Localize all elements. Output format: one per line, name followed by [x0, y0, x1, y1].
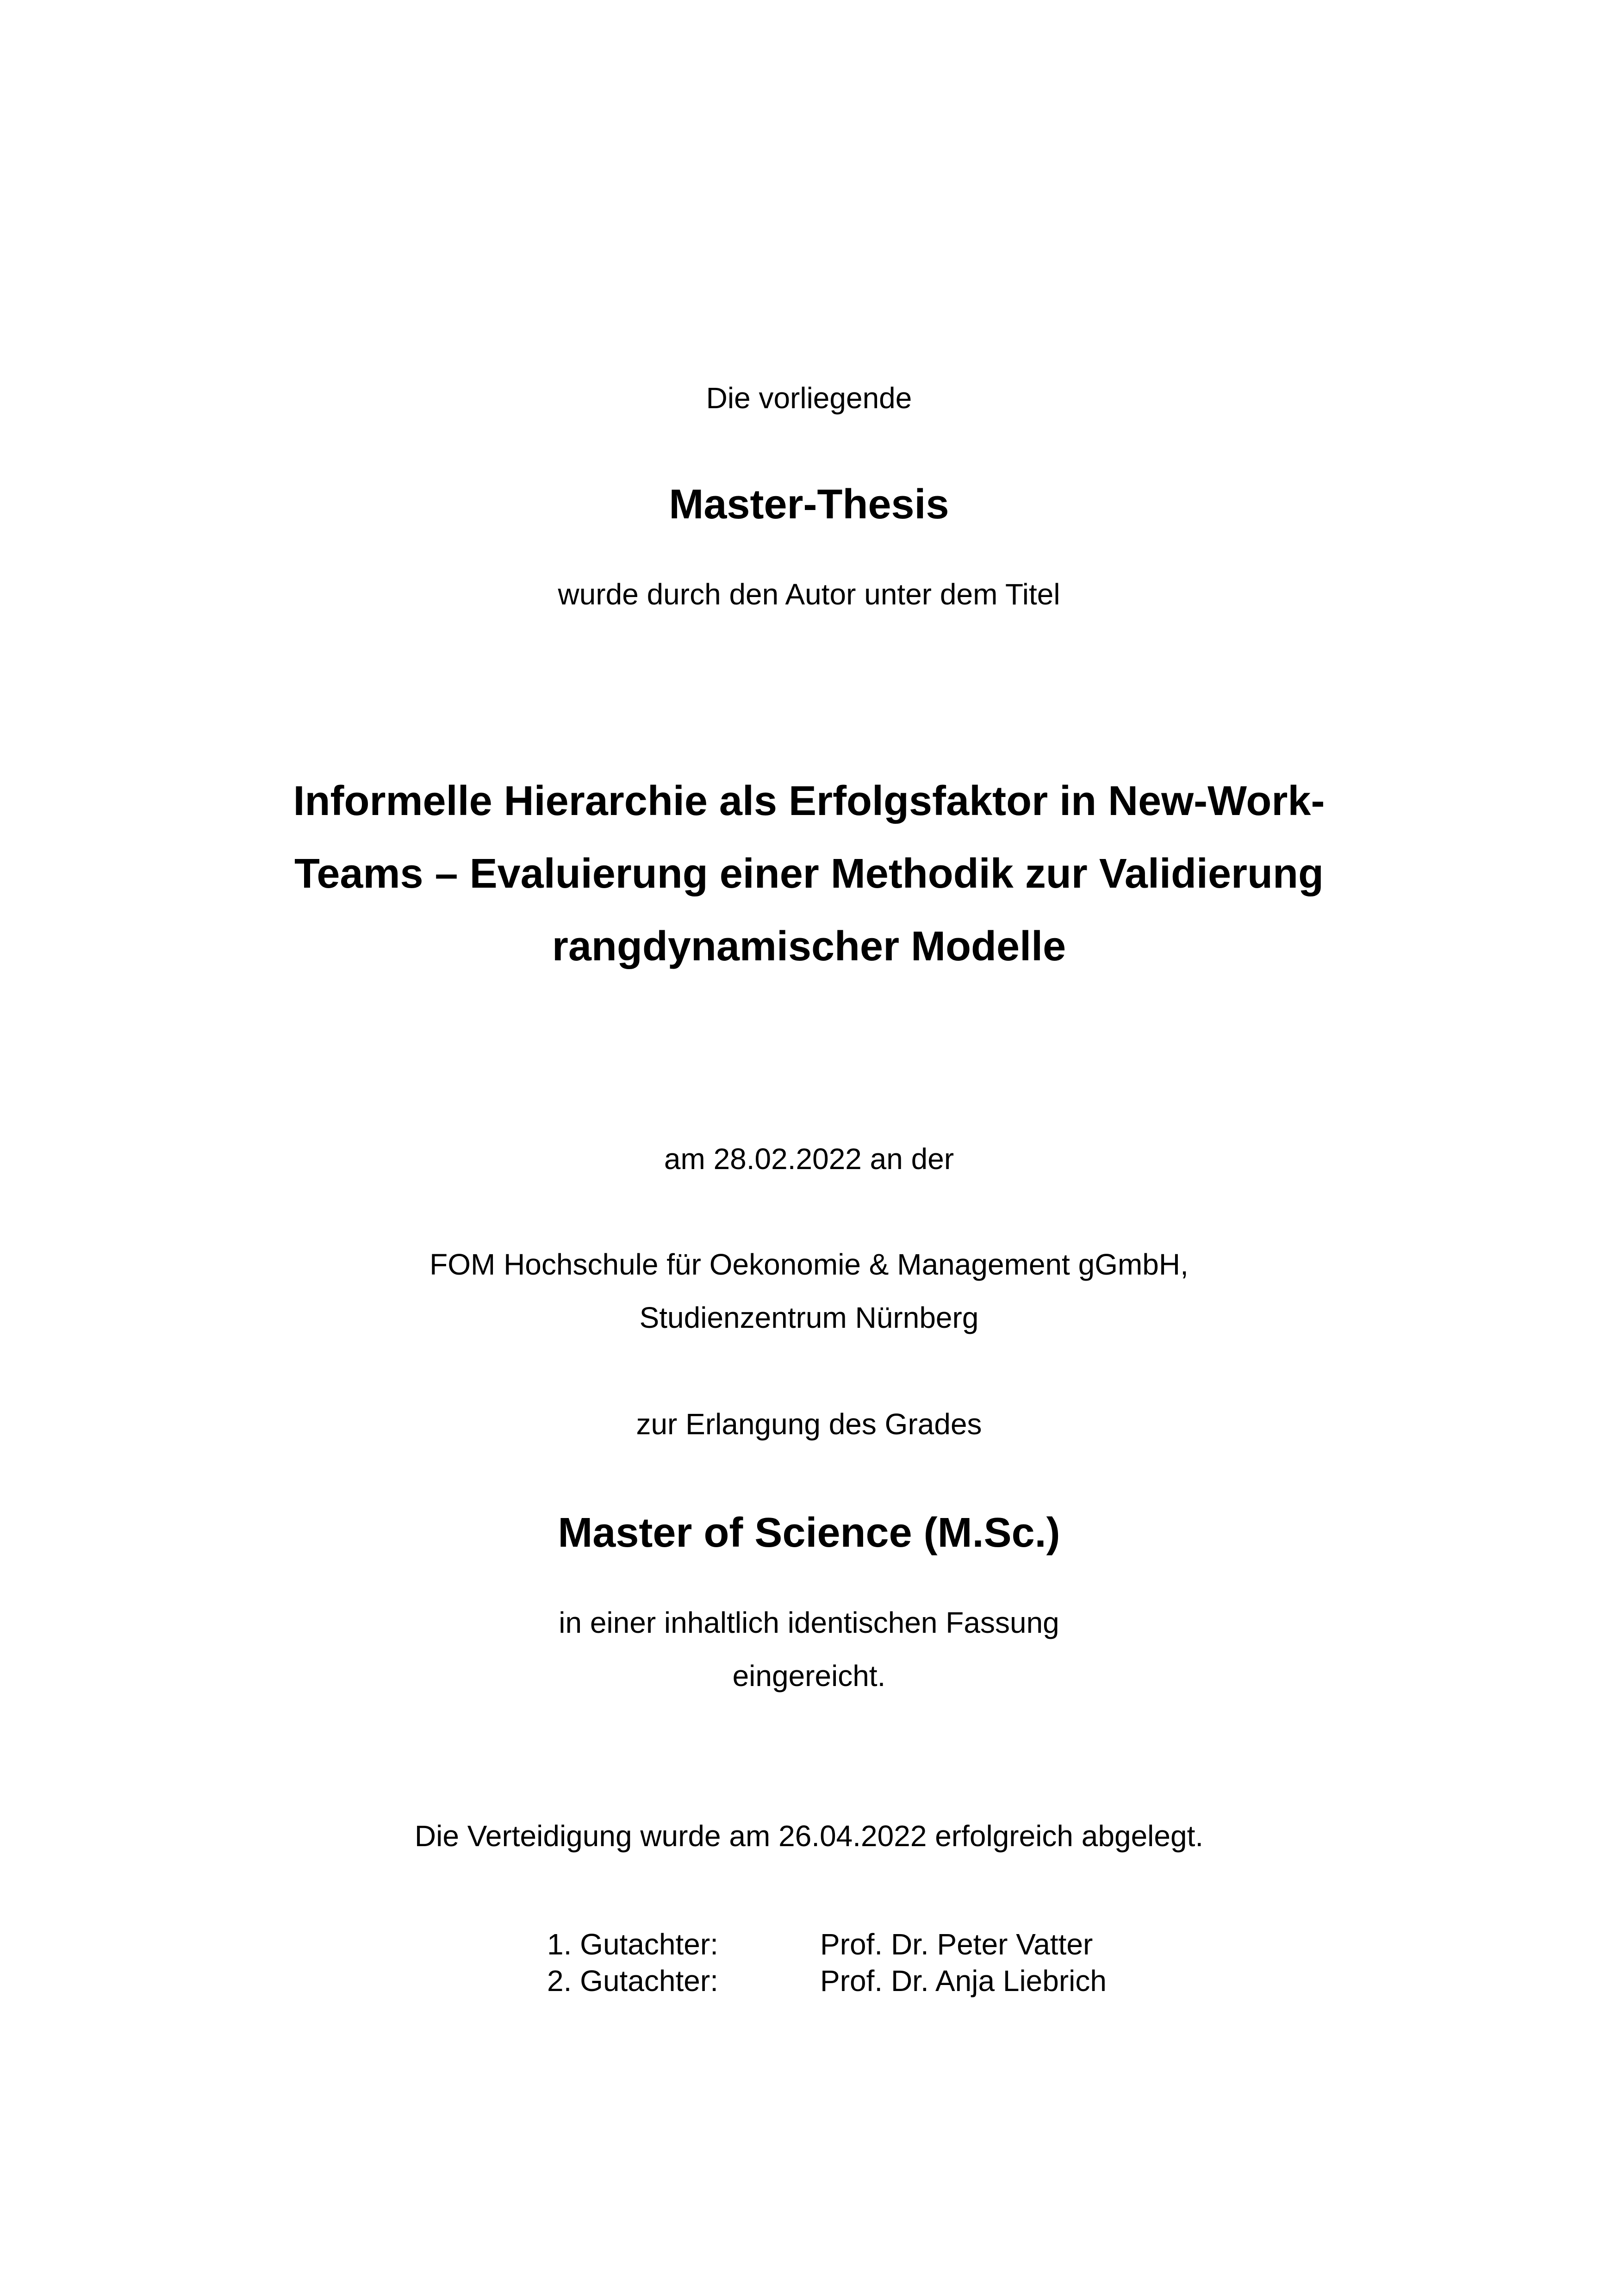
thesis-title-line: Informelle Hierarchie als Erfolgsfaktor in New-Work-	[293, 778, 1325, 824]
institution-line: FOM Hochschule für Oekonomie & Management gGmbH,	[429, 1248, 1189, 1281]
reviewer-name: Prof. Dr. Anja Liebrich	[820, 1964, 1107, 1997]
thesis-title-line: rangdynamischer Modelle	[552, 923, 1066, 970]
reviewer-role-label: 1. Gutachter:	[547, 1928, 718, 1961]
reviewer-name: Prof. Dr. Peter Vatter	[820, 1928, 1093, 1961]
degree-intro-text: zur Erlangung des Grades	[636, 1407, 982, 1441]
degree-heading: Master of Science (M.Sc.)	[558, 1510, 1060, 1556]
submission-note-line: eingereicht.	[732, 1659, 886, 1692]
subintro-text: wurde durch den Autor unter dem Titel	[558, 578, 1060, 611]
institution-line: Studienzentrum Nürnberg	[639, 1301, 979, 1334]
defense-text: Die Verteidigung wurde am 26.04.2022 erfolgreich abgelegt.	[414, 1819, 1204, 1853]
submission-note-line: in einer inhaltlich identischen Fassung	[559, 1606, 1059, 1639]
thesis-title-line: Teams – Evaluierung einer Methodik zur Validierung	[294, 851, 1324, 897]
document-type-heading: Master-Thesis	[669, 481, 949, 528]
intro-text: Die vorliegende	[706, 381, 912, 415]
submission-date-text: am 28.02.2022 an der	[664, 1142, 954, 1176]
reviewer-role-label: 2. Gutachter:	[547, 1964, 718, 1997]
